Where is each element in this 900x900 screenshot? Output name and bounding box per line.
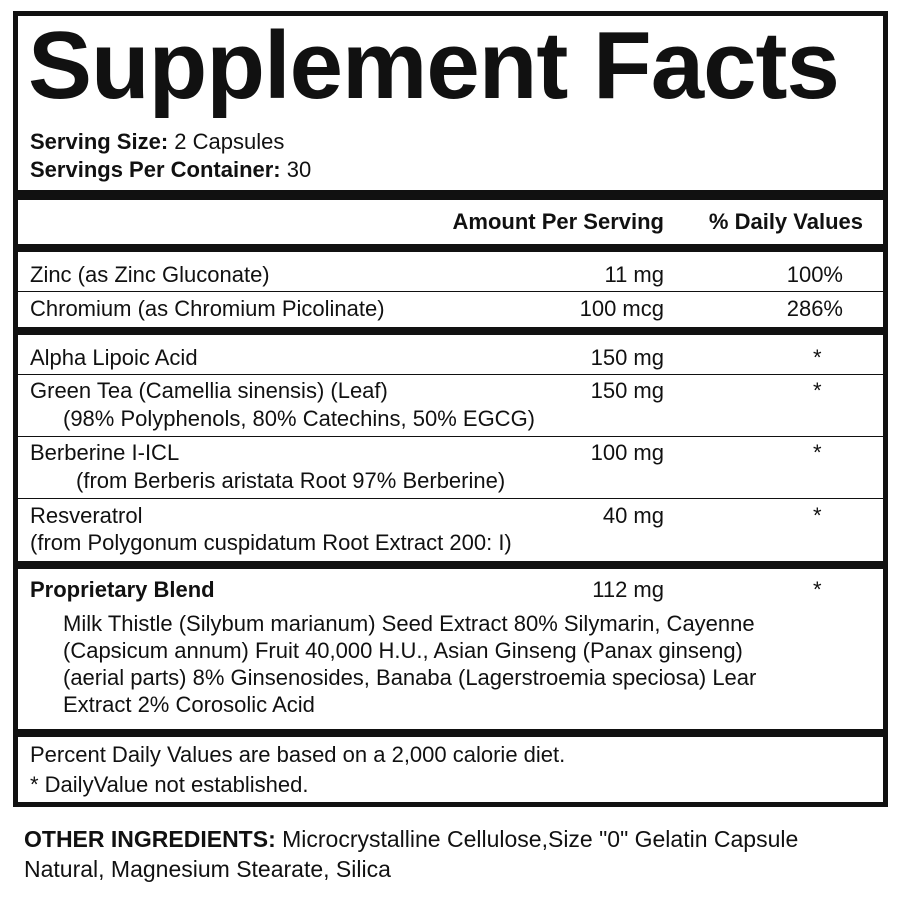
nutrient-name: Zinc (as Zinc Gluconate) (30, 262, 270, 287)
ingredient-amount: 100 mg (590, 440, 664, 465)
header-divider (18, 244, 883, 252)
ingredient-amount: 40 mg (602, 503, 664, 528)
row-divider (18, 498, 883, 499)
ingredient-detail: (from Polygonum cuspidatum Root Extract 200: I) (30, 530, 512, 555)
section-divider (18, 561, 883, 569)
nutrient-amount: 100 mcg (579, 296, 664, 321)
row-divider (18, 374, 883, 375)
ingredient-detail: (from Berberis aristata Root 97% Berberine) (76, 468, 506, 493)
nutrient-daily-value: 286% (786, 296, 843, 321)
blend-amount: 112 mg (592, 577, 664, 602)
panel-title: Supplement Facts (28, 12, 839, 119)
nutrient-amount: 11 mg (604, 262, 664, 287)
ingredient-daily-value: * (813, 378, 822, 403)
other-ingredients-text: Microcrystalline Cellulose,Size "0" Gelatin Capsule Natural, Magnesium Stearate, Silica (24, 826, 799, 882)
other-ingredients-label: OTHER INGREDIENTS: (24, 826, 276, 852)
supplement-facts-panel (13, 11, 888, 807)
section-divider (18, 327, 883, 335)
blend-name: Proprietary Blend (30, 577, 215, 602)
ingredient-name: Resveratrol (30, 503, 143, 528)
ingredient-name: Berberine I-ICL (30, 440, 180, 465)
servings-per-container-label: Servings Per Container: (30, 157, 281, 182)
servings-per-container-value: 30 (286, 157, 312, 182)
footnote-divider (18, 729, 883, 737)
serving-size (30, 129, 284, 155)
ingredient-name: Green Tea (Camellia sinensis) (Leaf) (30, 378, 388, 403)
row-divider (18, 436, 883, 437)
blend-detail-line: Extract 2% Corosolic Acid (63, 692, 315, 717)
serving-size-label: Serving Size: (30, 129, 169, 154)
ingredient-detail: (98% Polyphenols, 80% Catechins, 50% EGCG) (63, 406, 536, 431)
serving-size-value: 2 Capsules (174, 129, 285, 154)
ingredient-daily-value: * (813, 345, 822, 370)
footnote-percent: Percent Daily Values are based on a 2,000 calorie diet. (30, 742, 566, 767)
ingredient-daily-value: * (813, 503, 822, 528)
nutrient-daily-value: 100% (786, 262, 843, 287)
nutrient-name: Chromium (as Chromium Picolinate) (30, 296, 385, 321)
ingredient-amount: 150 mg (590, 378, 664, 403)
blend-detail-line: (aerial parts) 8% Ginsenosides, Banaba (Lagerstroemia speciosa) Lear (63, 665, 757, 690)
blend-detail-line: (Capsicum annum) Fruit 40,000 H.U., Asian Ginseng (Panax ginseng) (63, 638, 743, 663)
daily-value-column-header: % Daily Values (708, 209, 863, 234)
ingredient-daily-value: * (813, 440, 822, 465)
servings-per-container (30, 157, 311, 183)
ingredient-amount: 150 mg (590, 345, 664, 370)
row-divider (18, 291, 883, 292)
blend-daily-value: * (813, 577, 822, 602)
ingredient-name: Alpha Lipoic Acid (30, 345, 198, 370)
blend-detail-line: Milk Thistle (Silybum marianum) Seed Extract 80% Silymarin, Cayenne (63, 611, 755, 636)
thick-divider (18, 190, 883, 200)
footnote-not-established: * DailyValue not established. (30, 772, 309, 797)
amount-column-header: Amount Per Serving (452, 209, 664, 234)
other-ingredients (24, 824, 884, 884)
